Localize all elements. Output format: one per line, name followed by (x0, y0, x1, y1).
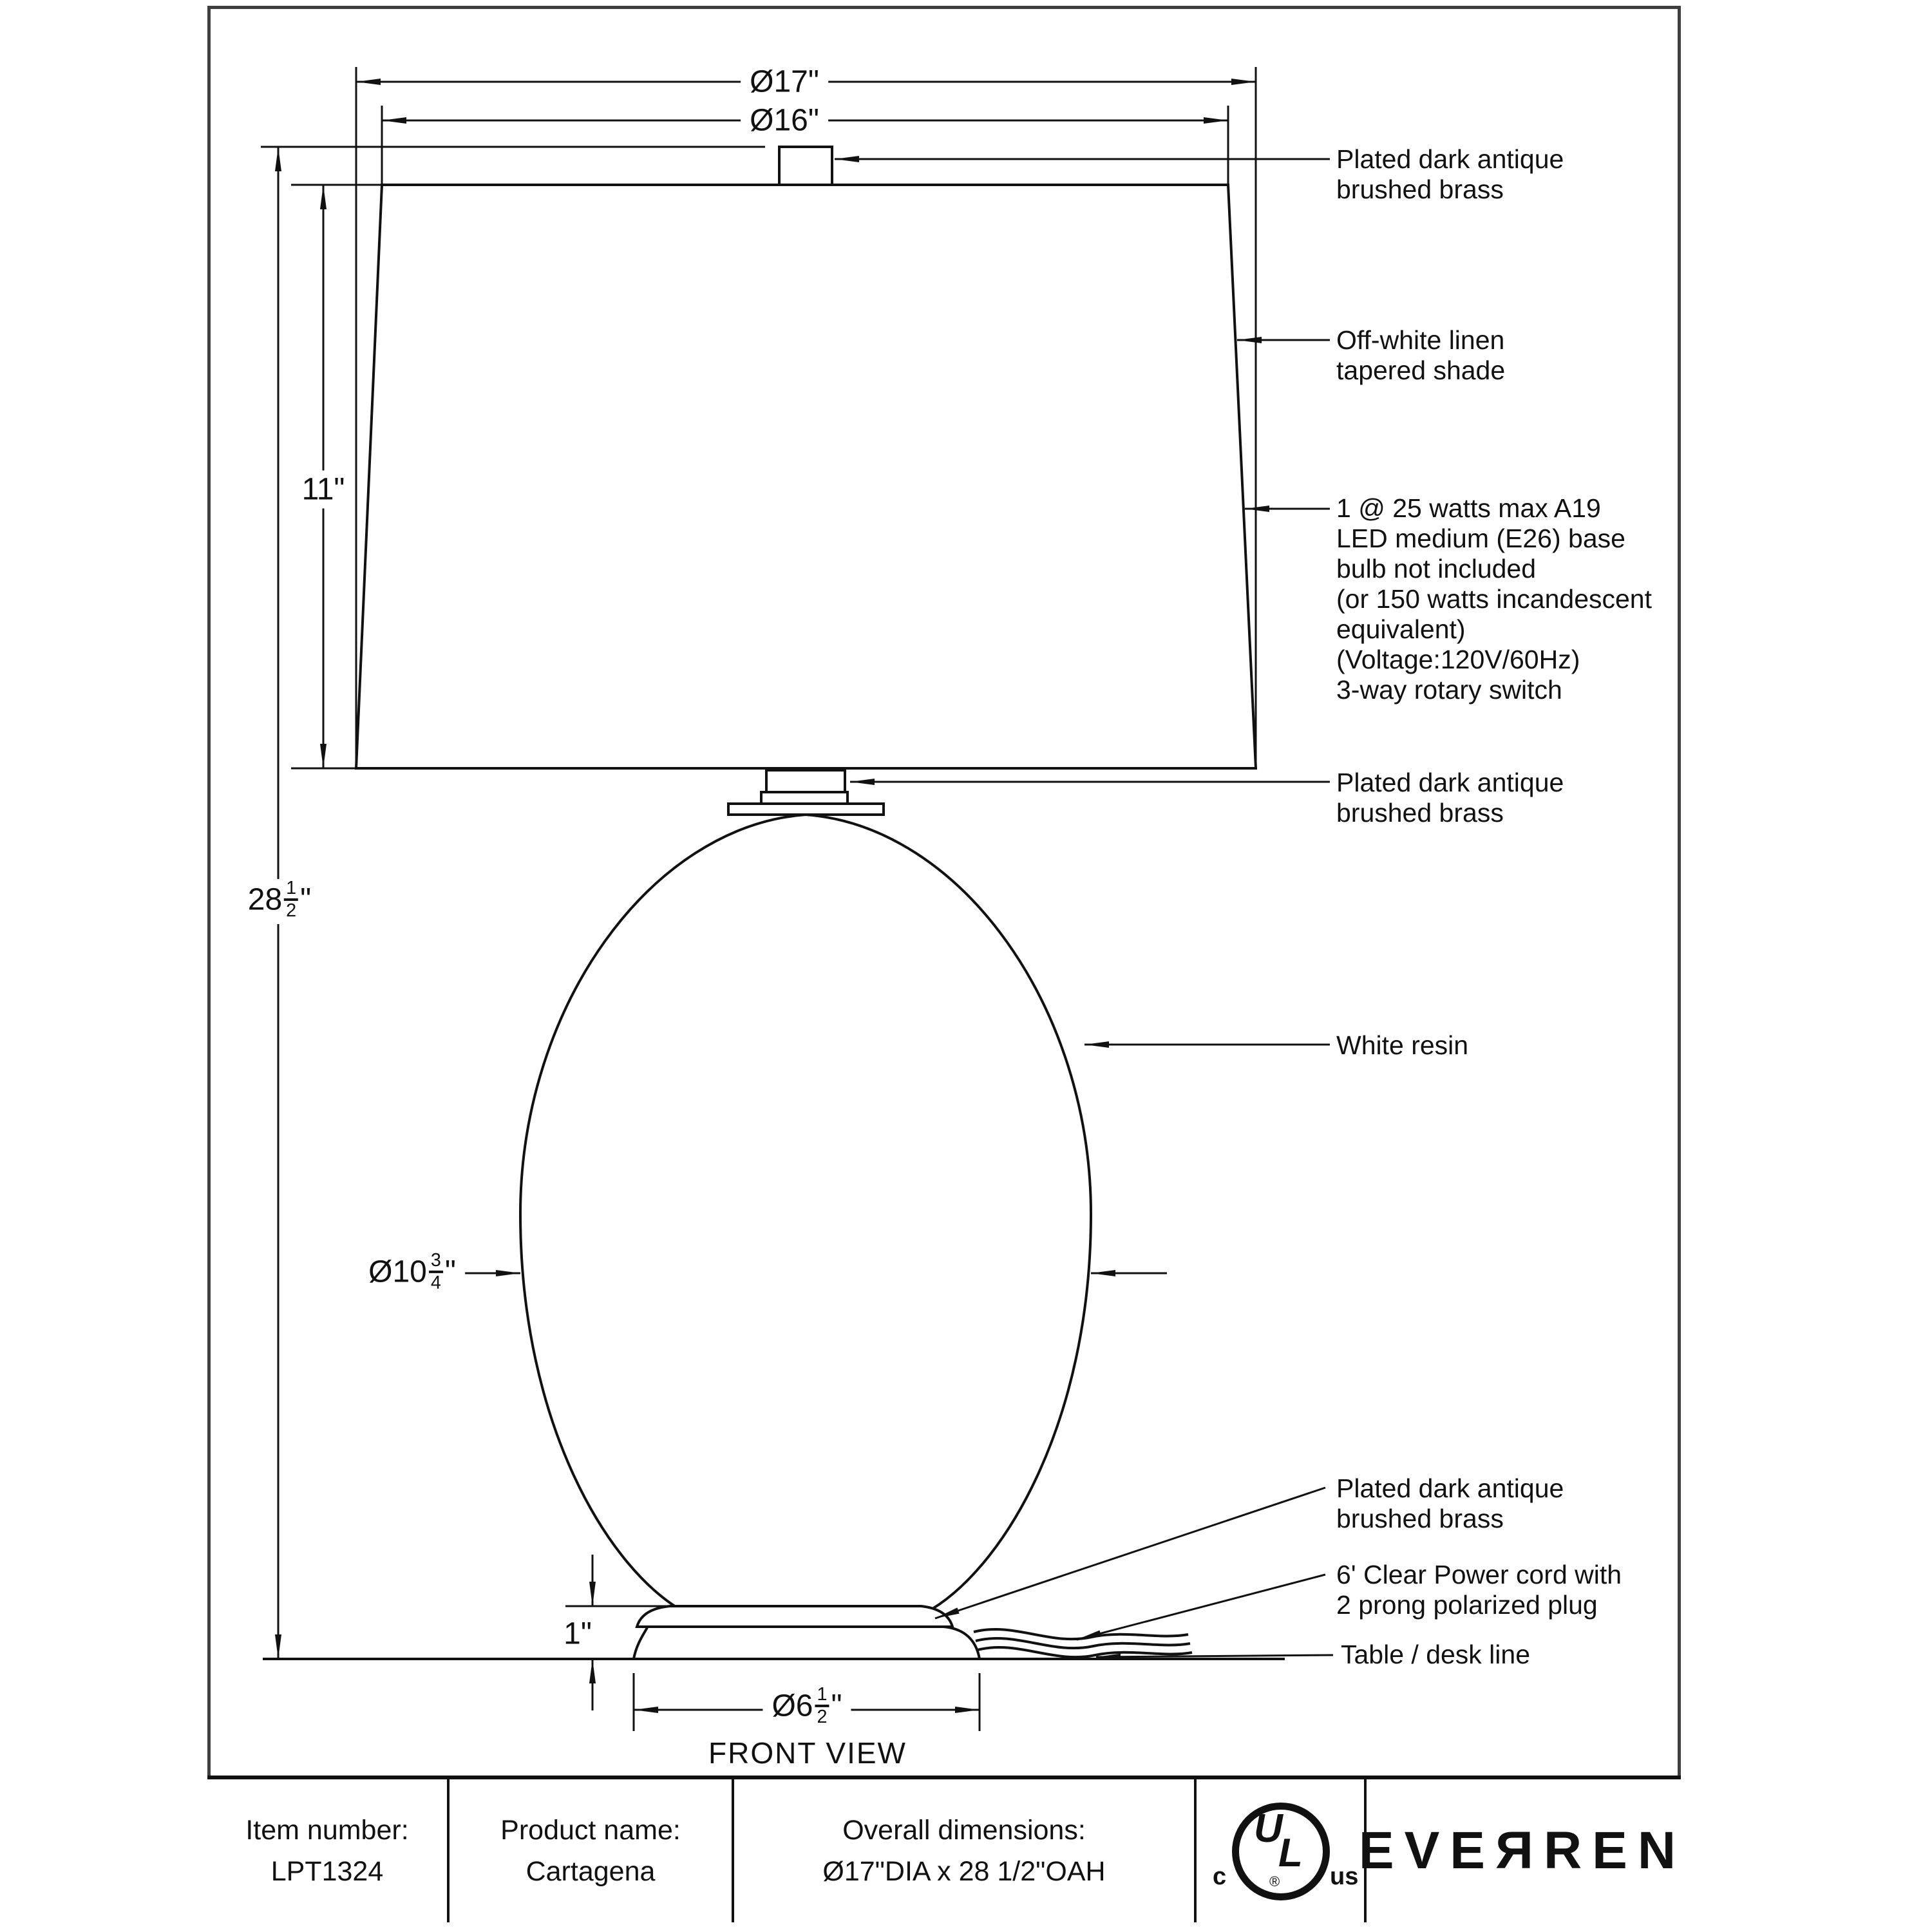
base-diameter-fraction (815, 1685, 829, 1727)
callout-power-cord (1336, 1560, 1622, 1620)
title-block-certification-cell (1197, 1779, 1367, 1922)
body-diameter-unit: " (444, 1255, 456, 1289)
title-block (207, 1776, 1687, 1922)
ul-letter-l: L (1278, 1831, 1303, 1875)
callout-bulb-line-5: equivalent) (1336, 614, 1466, 644)
dim-label-shade-height: 11" (293, 471, 354, 509)
overall-height-whole: 28 (247, 882, 283, 917)
callout-finial-line-1: Plated dark antique (1336, 144, 1564, 174)
product-name-value: Cartagena (526, 1856, 656, 1887)
callout-bulb-line-3: bulb not included (1336, 554, 1537, 583)
base-diameter-numerator: 1 (815, 1685, 829, 1707)
item-number-label: Item number: (245, 1815, 409, 1846)
lamp-base-upper-tier (637, 1606, 952, 1627)
overall-height-numerator: 1 (284, 878, 298, 901)
front-view-label: FRONT VIEW (708, 1736, 907, 1770)
callout-table-line-1: Table / desk line (1341, 1640, 1531, 1669)
base-diameter-denominator: 2 (817, 1707, 828, 1727)
dim-label-base-height: 1" (554, 1615, 601, 1653)
overall-height-unit: " (300, 882, 312, 917)
lamp-base-lower-tier (634, 1627, 980, 1659)
callout-cord-line-2: 2 prong polarized plug (1336, 1590, 1598, 1620)
registered-trademark-icon: ® (1269, 1873, 1280, 1889)
lamp-neck-upper (766, 770, 845, 792)
lamp-neck-cap (728, 804, 884, 815)
callout-finial-line-2: brushed brass (1336, 175, 1504, 204)
base-diameter-unit: " (831, 1689, 842, 1723)
body-diameter-fraction (429, 1251, 443, 1293)
callout-cord-line-1: 6' Clear Power cord with (1336, 1560, 1622, 1589)
product-name-label: Product name: (500, 1815, 681, 1846)
item-number-value: LPT1324 (270, 1856, 384, 1887)
overall-dimensions-label: Overall dimensions: (842, 1815, 1086, 1846)
title-block-product-name-cell (450, 1779, 734, 1922)
dim-label-shade-top-diameter: Ø16" (741, 102, 828, 140)
callout-table-line (1341, 1640, 1530, 1670)
dim-label-base-diameter (762, 1685, 851, 1730)
callout-neck-line-1: Plated dark antique (1336, 768, 1564, 797)
title-block-overall-dimensions-cell (734, 1779, 1197, 1922)
callout-bulb-line-7: 3-way rotary switch (1336, 675, 1562, 705)
ul-letter-u: U (1254, 1806, 1283, 1851)
overall-dimensions-value: Ø17"DIA x 28 1/2"OAH (822, 1856, 1106, 1887)
body-diameter-denominator: 4 (430, 1273, 441, 1293)
lamp-finial (779, 147, 832, 185)
callout-bulb-line-6: (Voltage:120V/60Hz) (1336, 645, 1580, 674)
callout-base-line-1: Plated dark antique (1336, 1473, 1564, 1503)
lamp-outline (356, 147, 1256, 1659)
callout-bulb-line-4: (or 150 watts incandescent (1336, 584, 1652, 614)
power-cord (974, 1629, 1192, 1657)
callout-bulb-line-1: 1 @ 25 watts max A19 (1336, 493, 1601, 523)
lamp-shade-outline (356, 185, 1256, 768)
dim-label-shade-bottom-diameter: Ø17" (741, 63, 828, 101)
body-diameter-numerator: 3 (429, 1251, 443, 1273)
callout-shade-line-1: Off-white linen (1336, 325, 1505, 355)
callout-base-line-2: brushed brass (1336, 1504, 1504, 1533)
callout-body-line-1: White resin (1336, 1030, 1469, 1060)
ul-certification-icon (1213, 1803, 1359, 1899)
base-diameter-whole: Ø6 (772, 1689, 813, 1723)
overall-height-denominator: 2 (286, 900, 297, 921)
dim-label-body-diameter (359, 1251, 465, 1296)
title-block-item-number-cell (207, 1779, 450, 1922)
callout-shade-line-2: tapered shade (1336, 355, 1506, 385)
leader-cord (1077, 1575, 1325, 1640)
lamp-body-outline (520, 815, 1091, 1613)
overall-height-fraction (284, 878, 298, 921)
leader-table (1096, 1655, 1333, 1657)
body-diameter-whole: Ø10 (368, 1255, 427, 1289)
callout-shade-material (1336, 325, 1505, 386)
title-block-brand-cell (1358, 1779, 1687, 1922)
callout-base-material (1336, 1473, 1564, 1534)
dim-label-overall-height (239, 879, 320, 924)
callout-neck-material (1336, 768, 1564, 828)
brand-logo: EVEЯREN (1358, 1821, 1687, 1880)
callout-bulb-line-2: LED medium (E26) base (1336, 524, 1625, 553)
ul-us-mark: us (1330, 1863, 1359, 1890)
callout-finial-material (1336, 144, 1564, 205)
callout-neck-line-2: brushed brass (1336, 798, 1504, 828)
callout-bulb-spec (1336, 493, 1652, 705)
callout-body-material (1336, 1030, 1468, 1061)
lamp-neck-flange (761, 792, 848, 804)
ul-canada-mark: c (1213, 1863, 1227, 1890)
